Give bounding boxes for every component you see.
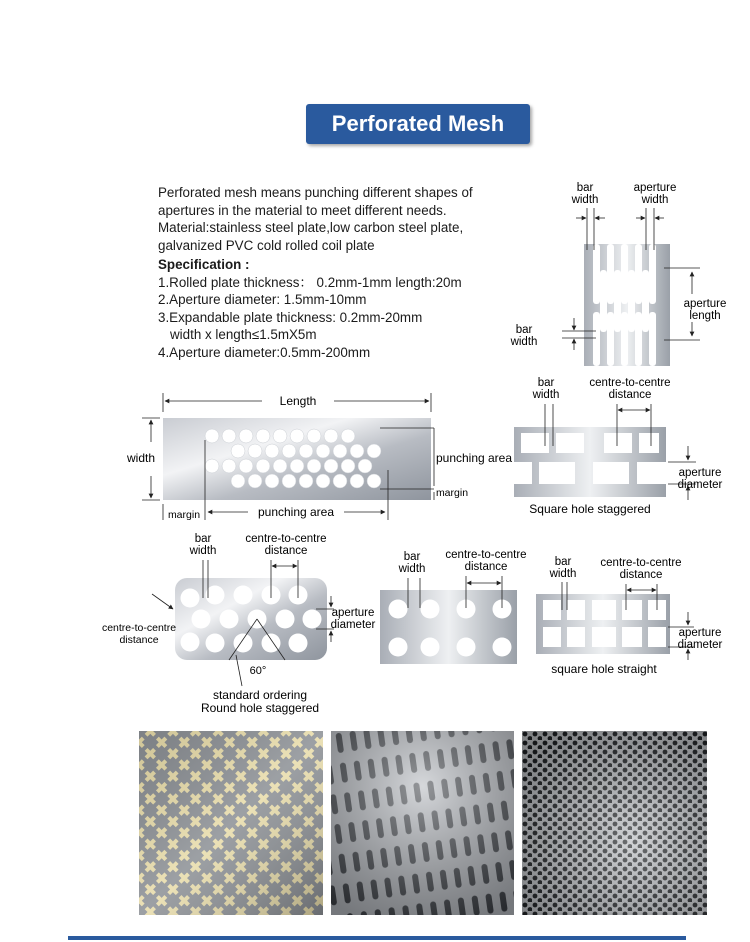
sq-str-aperture-label: diameter <box>677 639 723 651</box>
slot-bar-width-label: bar <box>576 182 594 194</box>
intro-line: apertures in the material to meet different needs. <box>158 202 447 218</box>
photo-cross-hole <box>139 731 323 915</box>
slot-hole-diagram <box>510 182 727 366</box>
round-stag-aperture-label: aperture <box>331 607 375 619</box>
sq-str-distance-label: centre-to-centre <box>600 557 682 569</box>
plate-margin-bottom-label: margin <box>167 509 201 521</box>
spec-item: width x length≤1.5mX5m <box>170 327 317 342</box>
round-str-distance-label: distance <box>464 561 508 573</box>
spec-item: 3.Expandable plate thickness: 0.2mm-20mm <box>158 309 423 325</box>
round-stag-bar-width-label: width <box>189 545 217 557</box>
round-str-distance-label: centre-to-centre <box>445 549 527 561</box>
round-stag-aperture-label: diameter <box>330 619 376 631</box>
slot-aperture-width-label: width <box>641 194 669 206</box>
round-str-bar-width-label: width <box>398 563 426 575</box>
sq-stag-bar-width-label: width <box>532 389 560 401</box>
slotted-strips <box>584 244 670 366</box>
sq-str-bar-width-label: bar <box>554 556 572 568</box>
round-stag-left-distance-label: centre-to-centre <box>101 622 177 634</box>
round-str-bar-width-label: bar <box>403 551 421 563</box>
round-stag-distance-label: centre-to-centre <box>245 533 327 545</box>
plate-diagram <box>126 393 512 521</box>
sq-stag-caption: Square hole staggered <box>529 502 651 516</box>
sq-stag-distance-label: centre-to-centre <box>589 377 671 389</box>
slot-aperture-length-label: length <box>689 310 721 322</box>
plate-width-label: width <box>126 451 156 465</box>
round-straight-diagram <box>380 549 527 664</box>
sq-stag-aperture-label: aperture <box>678 467 722 479</box>
round-stag-left-distance-label: distance <box>119 634 159 646</box>
slot-aperture-width-label: aperture <box>633 182 677 194</box>
round-stag-distance-label: distance <box>264 545 308 557</box>
round-stag-bar-width-label: bar <box>194 533 212 545</box>
slot-bar-width-label: width <box>571 194 599 206</box>
page-title: Perforated Mesh <box>306 104 530 144</box>
sq-str-aperture-label: aperture <box>678 627 722 639</box>
square-straight-diagram <box>536 556 723 676</box>
round-stag-caption: Round hole staggered <box>200 701 320 715</box>
round-stag-angle-label: 60° <box>249 665 267 677</box>
slot-bar-width-side-label: width <box>510 336 538 348</box>
intro-line: Material:stainless steel plate,low carbon steel plate, <box>158 220 464 235</box>
footer-divider <box>68 936 686 940</box>
plate-punching-area-label: punching area <box>435 451 513 465</box>
sq-str-caption: square hole straight <box>551 662 657 676</box>
slot-bar-width-side-label: bar <box>515 324 533 336</box>
photo-round-hole <box>522 731 707 915</box>
spec-item: 1.Rolled plate thickness： 0.2mm-1mm length:20m <box>158 274 462 290</box>
sq-str-distance-label: distance <box>619 569 663 581</box>
square-staggered-diagram <box>514 377 723 516</box>
round-stag-caption: standard ordering <box>212 688 308 702</box>
spec-item: 2.Aperture diameter: 1.5mm-10mm <box>158 292 367 307</box>
spec-heading: Specification : <box>158 257 250 272</box>
spec-item: 4.Aperture diameter:0.5mm-200mm <box>158 344 371 360</box>
sq-stag-distance-label: distance <box>608 389 652 401</box>
sq-stag-bar-width-label: bar <box>537 377 555 389</box>
sq-stag-aperture-label: diameter <box>677 479 723 491</box>
sq-str-bar-width-label: width <box>549 568 577 580</box>
slot-aperture-length-label: aperture <box>683 298 727 310</box>
round-staggered-diagram <box>102 533 376 715</box>
plate-margin-label: margin <box>435 487 469 499</box>
plate-length-label: Length <box>279 394 317 408</box>
plate-punching-area-bottom-label: punching area <box>257 505 335 519</box>
photo-slotted-hole <box>331 731 514 915</box>
intro-line: galvanized PVC cold rolled coil plate <box>158 237 375 253</box>
intro-line: Perforated mesh means punching different shapes of <box>158 185 473 200</box>
